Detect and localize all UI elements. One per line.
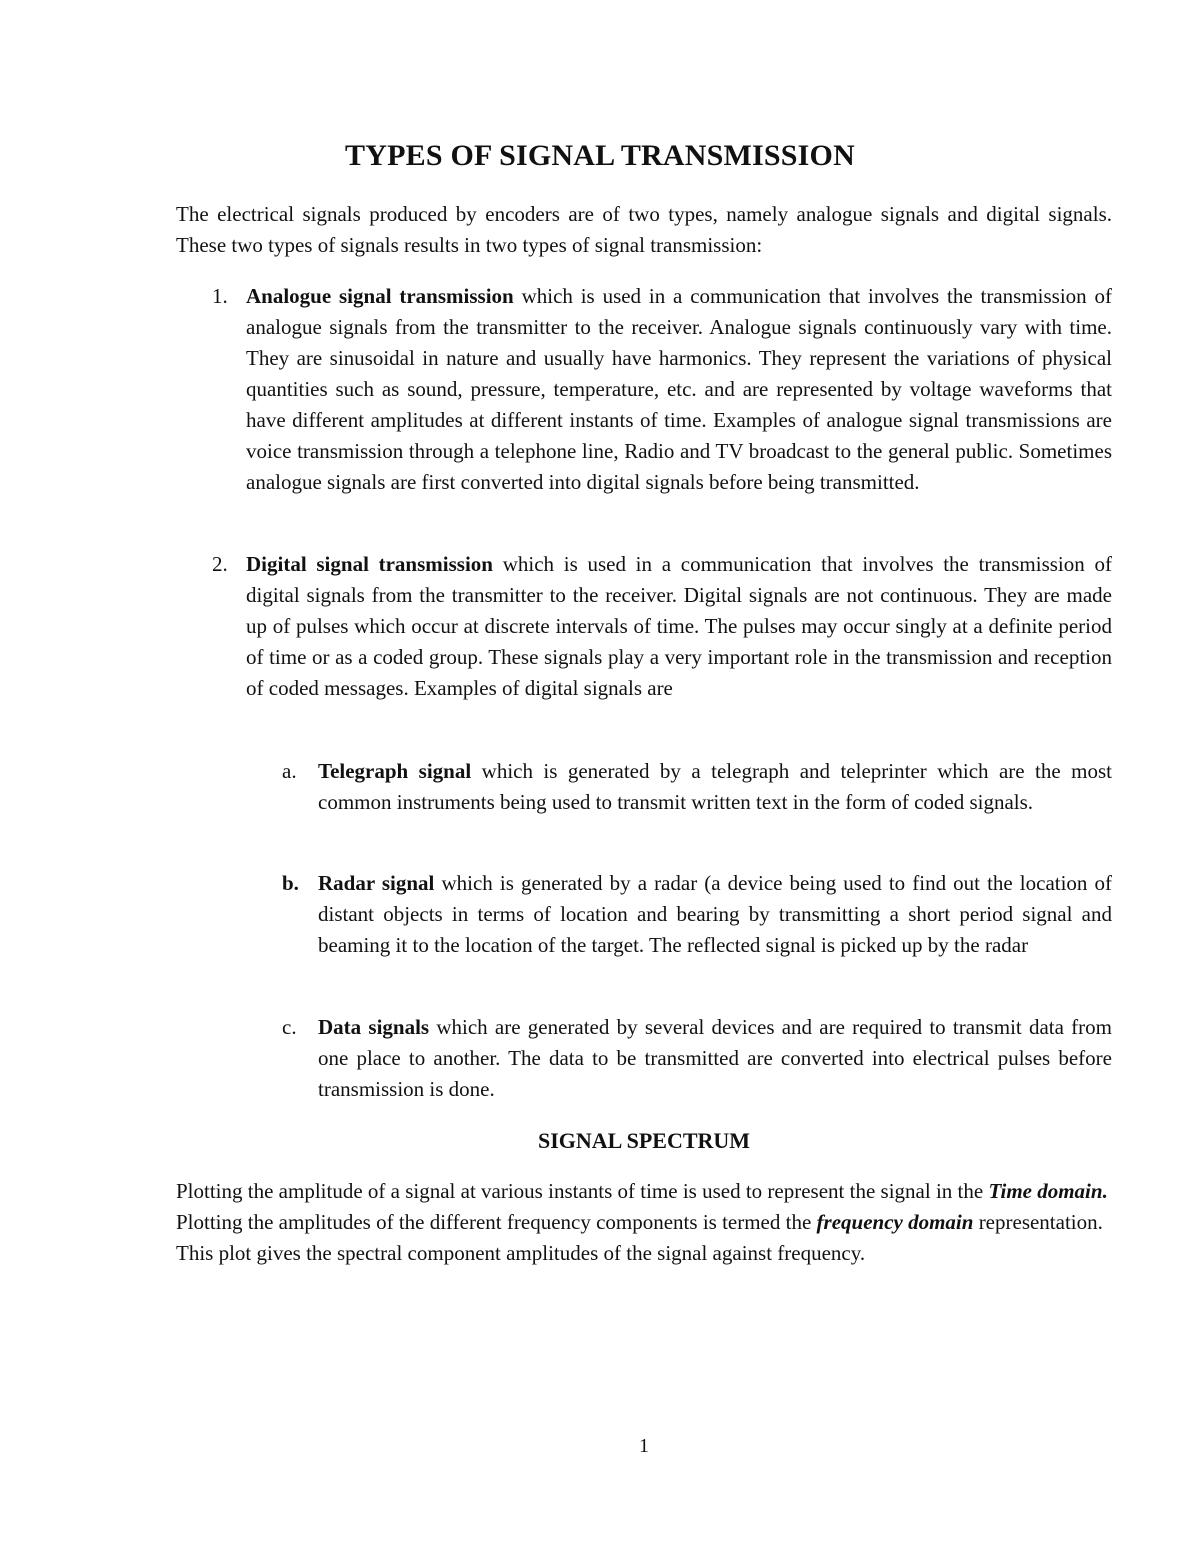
section-heading-signal-spectrum: SIGNAL SPECTRUM xyxy=(537,1128,751,1153)
sublist-marker-c: c. xyxy=(282,1015,297,1039)
sublist-item-radar xyxy=(318,868,1112,961)
sublist-marker-a: a. xyxy=(282,759,297,783)
spectrum-text-part2: Plotting the amplitudes of the different frequency components is termed the xyxy=(176,1210,817,1234)
term-frequency-domain: frequency domain xyxy=(816,1210,974,1234)
subitem-text-telegraph: which is generated by a telegraph and teleprinter which are the most common instruments being used to transmit written text in the form of coded signals. xyxy=(318,759,1112,814)
term-data-signals: Data signals xyxy=(318,1015,430,1039)
sublist-item-telegraph xyxy=(318,756,1112,818)
spectrum-paragraph xyxy=(176,1176,1112,1269)
list-marker-2: 2. xyxy=(212,552,228,576)
sublist-item-data xyxy=(318,1012,1112,1105)
item-text-digital: which is used in a communication that involves the transmission of digital signals from the transmitter to the receiver. Digital signals are not continuous. They are made up of pulses which occur at discrete intervals of time. The pulses may occur singly at a definite period of time or as a coded group. These signals play a very important role in the transmission and reception of coded messages. Examples of digital signals are xyxy=(246,552,1112,700)
spectrum-text-part3: representation. This plot gives the spectral component amplitudes of the signal against frequency. xyxy=(176,1210,1103,1265)
spectrum-text-part1: Plotting the amplitude of a signal at various instants of time is used to represent the signal in the xyxy=(176,1179,989,1203)
page-title: TYPES OF SIGNAL TRANSMISSION xyxy=(345,139,855,172)
term-digital-signal-transmission: Digital signal transmission xyxy=(246,552,493,576)
page-number: 1 xyxy=(639,1435,649,1457)
term-analogue-signal-transmission: Analogue signal transmission xyxy=(246,284,514,308)
intro-paragraph: The electrical signals produced by encoders are of two types, namely analogue signals and digital signals. These two types of signals results in two types of signal transmission: xyxy=(176,202,1112,257)
item-text-analogue: which is used in a communication that involves the transmission of analogue signals from the transmitter to the receiver. Analogue signals continuously vary with time. They are sinusoidal in nature and usually have harmonics. They represent the variations of physical quantities such as sound, pressure, temperature, etc. and are represented by voltage waveforms that have different amplitudes at different instants of time. Examples of analogue signal transmissions are voice transmission through a telephone line, Radio and TV broadcast to the general public. Sometimes analogue signals are first converted into digital signals before being transmitted. xyxy=(246,284,1112,494)
subitem-text-radar: which is generated by a radar (a device being used to find out the location of distant objects in terms of location and bearing by transmitting a short period signal and beaming it to the location of the target. The reflected signal is picked up by the radar xyxy=(318,871,1113,957)
term-time-domain: Time domain. xyxy=(988,1179,1108,1203)
list-marker-1: 1. xyxy=(212,284,228,308)
list-item-digital xyxy=(246,549,1112,704)
list-item-analogue xyxy=(246,281,1112,498)
term-telegraph-signal: Telegraph signal xyxy=(318,759,472,783)
term-radar-signal: Radar signal xyxy=(318,871,435,895)
subitem-text-data: which are generated by several devices and are required to transmit data from one place to another. The data to be transmitted are converted into electrical pulses before transmission is done. xyxy=(318,1015,1112,1101)
sublist-marker-b: b. xyxy=(282,871,299,895)
